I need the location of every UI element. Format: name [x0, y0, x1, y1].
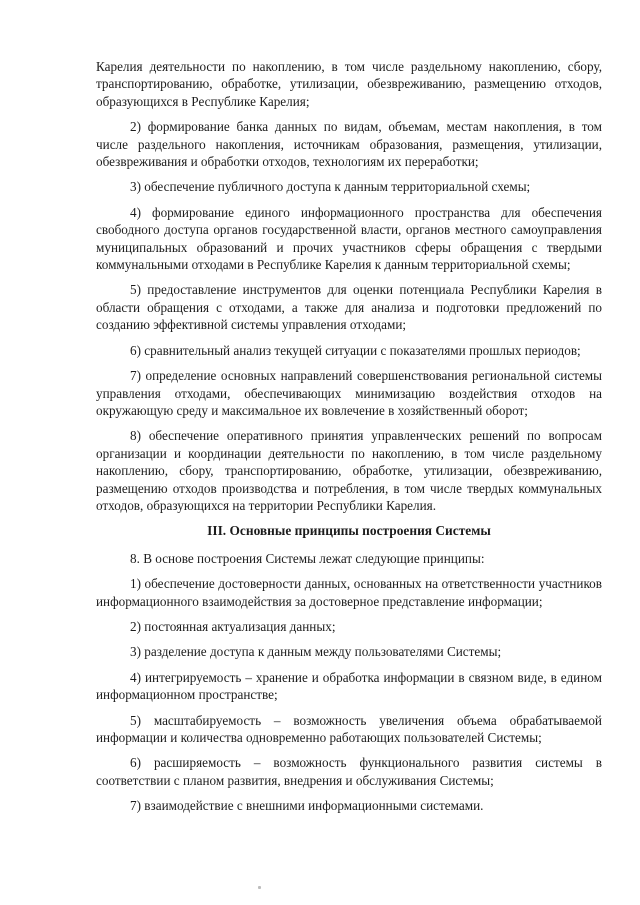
principle-item-7: 7) взаимодействие с внешними информационными системами.: [130, 798, 484, 814]
scan-speck: [258, 886, 261, 889]
principle-item-2: 2) постоянная актуализация данных;: [130, 618, 336, 634]
principle-item-1: 1) обеспечение достоверности данных, основанных на ответственности участников информационного взаимодействия за достоверное представление информации;: [96, 576, 602, 609]
list-item-6: 6) сравнительный анализ текущей ситуации с показателями прошлых периодов;: [130, 342, 581, 358]
principle-item-4: 4) интегрируемость – хранение и обработка информации в связном виде, в едином информационном пространстве;: [96, 669, 602, 703]
list-item-2: 2) формирование банка данных по видам, объемам, местам накопления, в том числе раздельного накопления, источникам образования, размещения, утилизации, обезвреживания и обработки отходов, технологиям их переработки;: [96, 119, 602, 170]
list-item-8: 8) обеспечение оперативного принятия управленческих решений по вопросам организации и координации деятельности по накоплению, в том числе раздельному накоплению, сбору, транспортированию, обработке, утилизации, обезвреживанию, размещению отходов производства и потребления, в том числе твердых коммунальных отходов, образующихся на территории Республики Карелия.: [96, 428, 602, 513]
principle-item-5: 5) масштабируемость – возможность увеличения объема обрабатываемой информации и количества одновременно работающих пользователей Системы;: [96, 712, 602, 745]
list-item-5: 5) предоставление инструментов для оценки потенциала Республики Карелия в области обращения с отходами, а также для анализа и подготовки предложений по созданию эффективной системы управления отходами;: [96, 282, 602, 333]
principle-item-6: 6) расширяемость – возможность функционального развития системы в соответствии с планом развития, внедрения и обслуживания Системы;: [96, 755, 602, 788]
list-item-7: 7) определение основных направлений совершенствования региональной системы управления отходами, обеспечивающих минимизацию воздействия отходов на окружающую среду и максимальное их вовлечение в хозяйственный оборот;: [96, 368, 602, 418]
section-heading: III. Основные принципы построения Системы: [207, 523, 491, 539]
principle-item-3: 3) разделение доступа к данным между пользователями Системы;: [130, 644, 502, 660]
list-item-4: 4) формирование единого информационного пространства для обеспечения свободного доступа органов государственной власти, органов местного самоуправления муниципальных образований и прочих участников сферы обращения с твердыми коммунальными отходами в Республике Карелия к данным территориальной схемы;: [96, 204, 602, 273]
section-intro-paragraph: 8. В основе построения Системы лежат следующие принципы:: [130, 550, 485, 566]
list-item-3: 3) обеспечение публичного доступа к данным территориальной схемы;: [130, 179, 531, 195]
intro-continuation-paragraph: Карелия деятельности по накоплению, в том числе раздельному накоплению, сбору, транспортированию, обработке, утилизации, обезвреживанию, размещению отходов, образующихся в Республике Карелия;: [96, 59, 602, 109]
